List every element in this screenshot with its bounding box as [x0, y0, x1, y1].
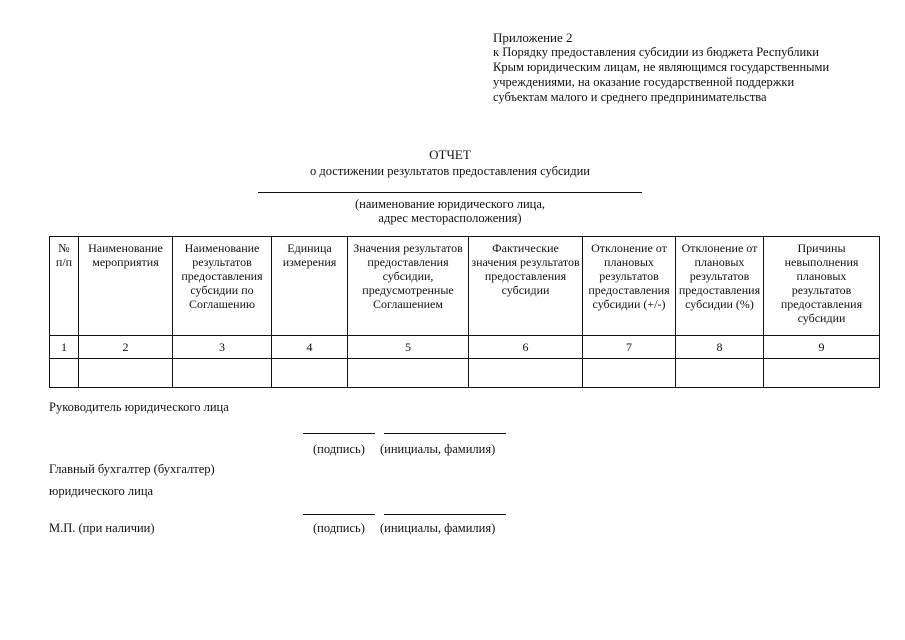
stamp-label: М.П. (при наличии) [49, 521, 155, 535]
report-table [49, 236, 880, 388]
report-subtitle: о достижении результатов предоставления субсидии [310, 164, 590, 178]
initials-caption: (инициалы, фамилия) [380, 442, 496, 456]
report-heading [258, 146, 642, 225]
head-signatory-label: Руководитель юридического лица [49, 400, 229, 414]
appendix-line: учреждениями, на оказание государственной поддержки [493, 75, 795, 89]
table-number-row [50, 336, 880, 359]
head-initials-line[interactable] [384, 433, 506, 434]
column-number: 8 [676, 336, 764, 359]
table-cell[interactable] [764, 359, 880, 388]
entity-name-line [258, 192, 642, 193]
appendix-line: Крым юридическим лицам, не являющимся государственными [493, 60, 830, 74]
column-number: 7 [583, 336, 676, 359]
entity-name-caption: (наименование юридического лица, [354, 197, 545, 211]
header-cell-planned-values: Значения результатов предоставления субсидии, предусмотренные Соглашением [348, 237, 469, 336]
header-cell-number: № п/п [50, 237, 79, 336]
header-cell-unit: Единица измерения [272, 237, 348, 336]
column-number: 6 [469, 336, 583, 359]
column-number: 1 [50, 336, 79, 359]
table-cell[interactable] [79, 359, 173, 388]
initials-caption: (инициалы, фамилия) [380, 521, 496, 535]
header-cell-actual-values: Фактические значения результатов предоставления субсидии [469, 237, 583, 336]
accountant-label: Главный бухгалтер (бухгалтер) [49, 462, 215, 476]
table-cell[interactable] [50, 359, 79, 388]
column-number: 5 [348, 336, 469, 359]
accountant-initials-line[interactable] [384, 514, 506, 515]
signature-caption: (подпись) [313, 521, 365, 535]
table-cell[interactable] [173, 359, 272, 388]
table-cell[interactable] [348, 359, 469, 388]
header-cell-activity: Наименование мероприятия [79, 237, 173, 336]
report-title: ОТЧЕТ [429, 147, 471, 162]
table-header-row [50, 237, 880, 336]
accountant-signature-line[interactable] [303, 514, 375, 515]
column-number: 3 [173, 336, 272, 359]
table-cell[interactable] [583, 359, 676, 388]
accountant-label-2: юридического лица [49, 484, 154, 498]
column-number: 2 [79, 336, 173, 359]
entity-address-caption: адрес месторасположения) [378, 211, 522, 225]
header-cell-reasons: Причины невыполнения плановых результатов предоставления субсидии [764, 237, 880, 336]
table-cell[interactable] [469, 359, 583, 388]
header-cell-result-name: Наименование результатов предоставления субсидии по Соглашению [173, 237, 272, 336]
header-cell-deviation-abs: Отклонение от плановых результатов предоставления субсидии (+/-) [583, 237, 676, 336]
appendix-line: субъектам малого и среднего предпринимательства [493, 90, 767, 104]
appendix-title: Приложение 2 [493, 30, 573, 45]
table-row [50, 359, 880, 388]
appendix-line: к Порядку предоставления субсидии из бюджета Республики [493, 45, 819, 59]
column-number: 4 [272, 336, 348, 359]
signature-caption: (подпись) [313, 442, 365, 456]
appendix-block [493, 30, 893, 105]
header-cell-deviation-pct: Отклонение от плановых результатов предоставления субсидии (%) [676, 237, 764, 336]
head-signature-line[interactable] [303, 433, 375, 434]
column-number: 9 [764, 336, 880, 359]
table-cell[interactable] [272, 359, 348, 388]
table-cell[interactable] [676, 359, 764, 388]
